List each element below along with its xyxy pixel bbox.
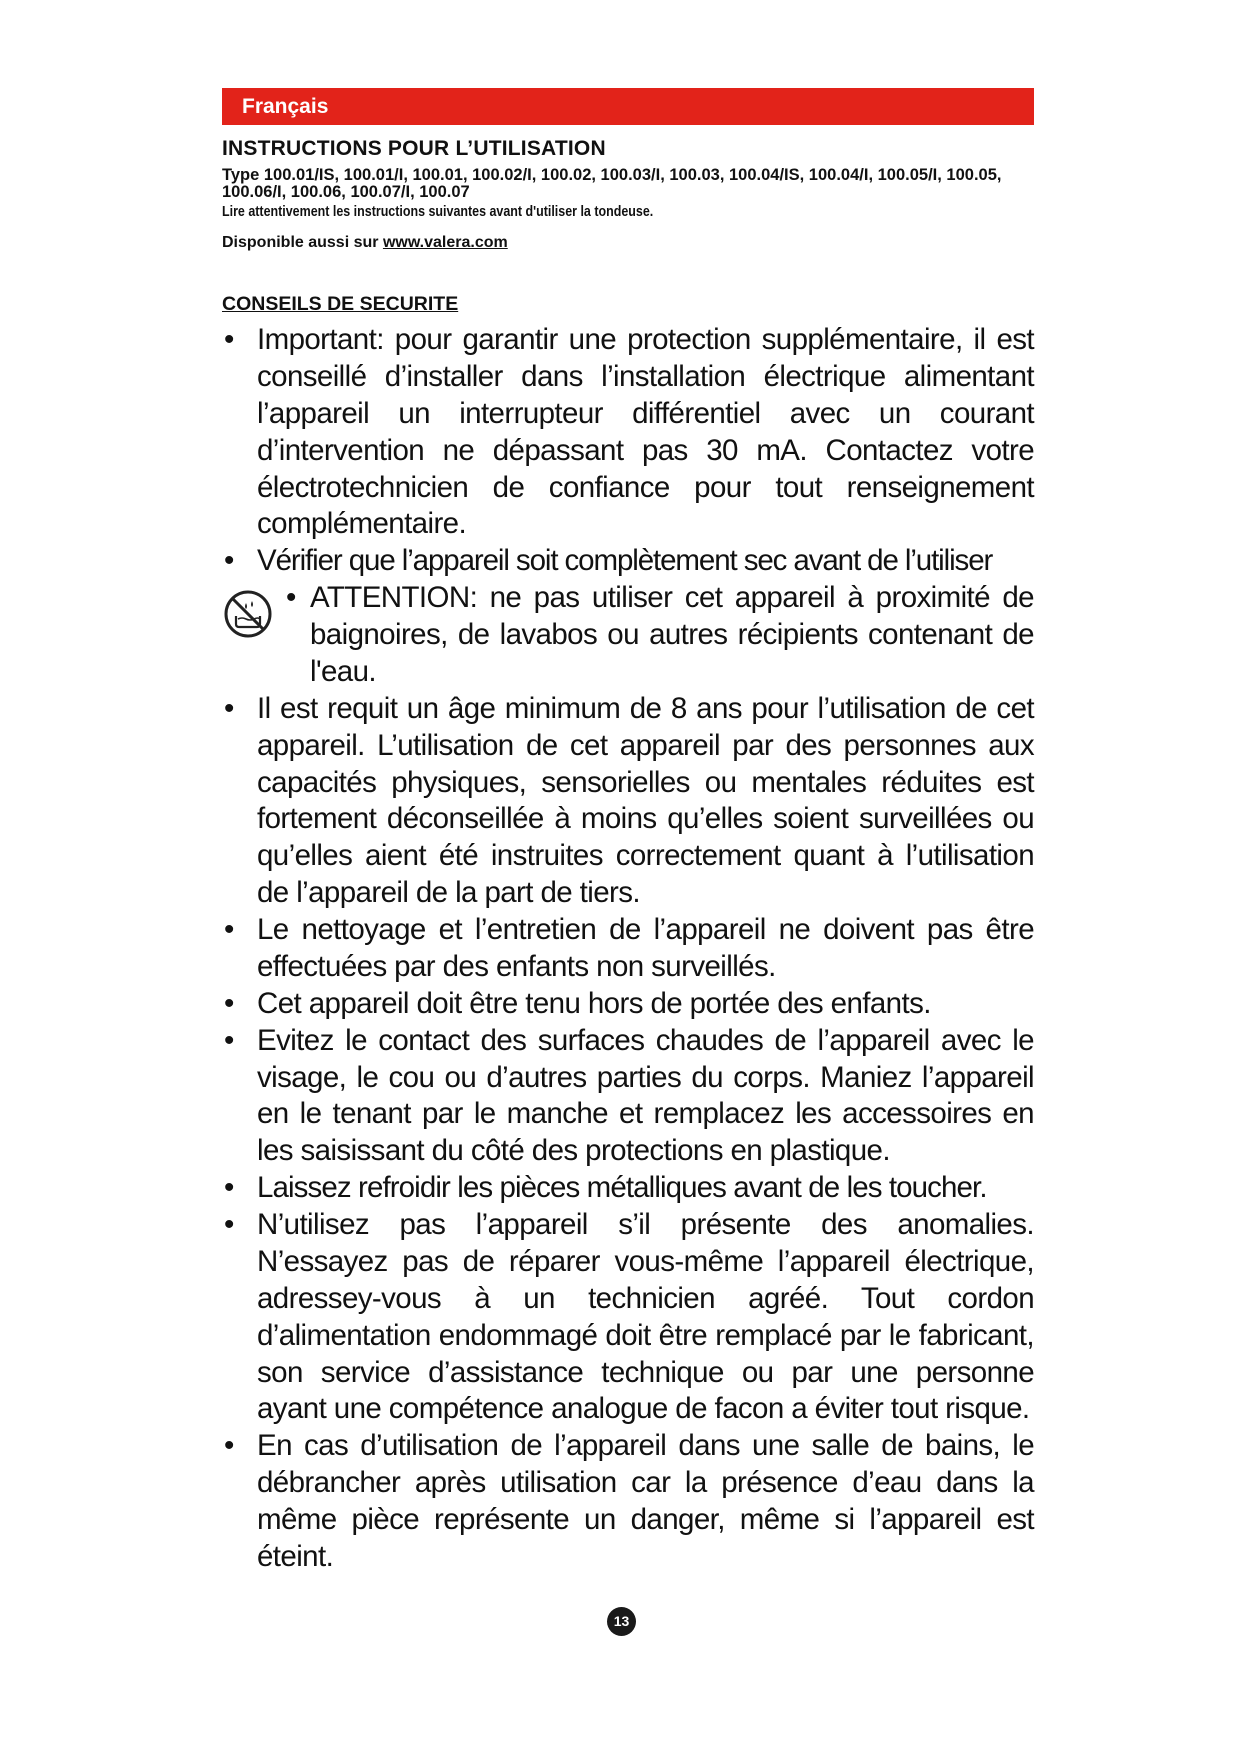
availability-line [222, 234, 508, 252]
bullet: • [224, 1208, 235, 1241]
safety-advice-list [222, 322, 1034, 1576]
bullet: • [286, 581, 297, 615]
list-item [222, 580, 1034, 691]
list-item-text: Le nettoyage et l’entretien de l’appareil ne doivent pas être effectuées par des enfants non surveillés. [257, 913, 1034, 983]
page-number: 13 [607, 1607, 636, 1636]
list-item [222, 322, 1034, 543]
list-item [222, 1207, 1034, 1428]
language-bar [222, 88, 1034, 125]
list-item-text: Laissez refroidir les pièces métalliques avant de les toucher. [257, 1171, 987, 1205]
list-item-text: N’utilisez pas l’appareil s’il présente des anomalies. N’essayez pas de réparer vous-même l’appareil électrique, adressey-vous à un technicien agréé. Tout cordon d’alimentation endommagé doit être remplacé par le fabricant, son service d’assistance technique ou par une personne ayant une compétence analogue de facon a éviter tout risque. [257, 1208, 1034, 1426]
bullet: • [224, 1023, 235, 1057]
bullet: • [224, 913, 235, 946]
section-heading: CONSEILS DE SECURITE [222, 293, 459, 315]
list-item [222, 691, 1034, 912]
bullet: • [224, 1429, 235, 1463]
list-item [222, 1428, 1034, 1576]
bullet: • [224, 544, 235, 578]
list-item [222, 986, 1034, 1023]
list-item-text: Cet appareil doit être tenu hors de portée des enfants. [257, 986, 931, 1020]
list-item-text: Evitez le contact des surfaces chaudes de l’appareil avec le visage, le cou ou d’autres parties du corps. Maniez l’appareil en le tenant par le manche et remplacez les accessoires en les saisissant du côté des protections en plastique. [257, 1023, 1034, 1168]
website-link[interactable]: www.valera.com [382, 234, 508, 251]
list-item-text: ATTENTION: ne pas utiliser cet appareil à proximité de baignoires, de lavabos ou autres récipients contenant de l'eau. [310, 581, 1034, 688]
list-item [222, 1170, 1034, 1207]
list-item [222, 1023, 1034, 1171]
language-label: Français [242, 95, 329, 118]
no-water-bath-icon [222, 588, 274, 640]
list-item-text: Important: pour garantir une protection supplémentaire, il est conseillé d’installer dans l’installation électrique alimentant l’appareil un interrupteur différentiel avec un courant d’intervention ne dépassant pas 30 mA. Contactez votre électrotechnicien de confiance pour tout renseignement complémentaire. [257, 323, 1034, 541]
model-types: Type 100.01/IS, 100.01/I, 100.01, 100.02/I, 100.02, 100.03/I, 100.03, 100.04/IS, 100.04/I, 100.05/I, 100.05, 100.06/I, 100.06, 100.07/I, 100.07 [222, 166, 1002, 201]
bullet: • [224, 986, 235, 1020]
list-item-text: Il est requit un âge minimum de 8 ans pour l’utilisation de cet appareil. L’utilisation de cet appareil par des personnes aux capacités physiques, sensorielles ou mentales réduites est fortement déconseillée à moins qu’elles soient surveillées ou qu’elles aient été instruites correctement quant à l’utilisation de l’appareil de la part de tiers. [257, 691, 1034, 910]
bullet: • [224, 691, 235, 725]
read-instructions-note: Lire attentivement les instructions suivantes avant d'utiliser la tondeuse. [222, 204, 654, 220]
list-item [222, 543, 1034, 580]
bullet: • [224, 1171, 235, 1205]
availability-prefix: Disponible aussi sur [222, 234, 379, 251]
list-item-text: Vérifier que l’appareil soit complètement sec avant de l’utiliser [257, 544, 993, 578]
list-item-text: En cas d’utilisation de l’appareil dans une salle de bains, le débrancher après utilisation car la présence d’eau dans la même pièce représente un danger, même si l’appareil est éteint. [257, 1429, 1034, 1573]
bullet: • [224, 323, 235, 356]
list-item [222, 912, 1034, 986]
document-title: INSTRUCTIONS POUR L’UTILISATION [222, 137, 606, 160]
